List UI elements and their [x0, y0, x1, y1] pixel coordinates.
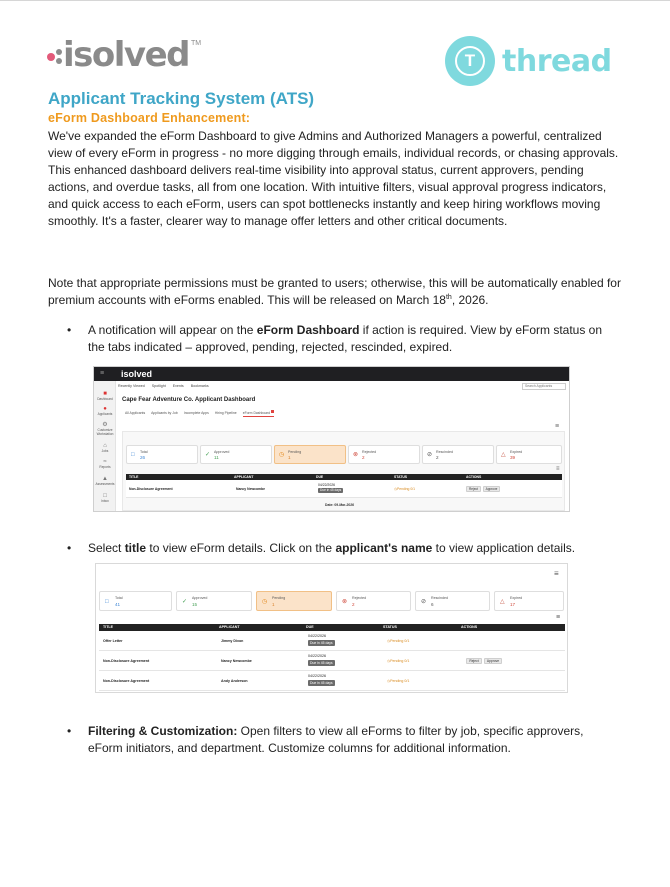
dashboard-screenshot-2 [95, 563, 568, 693]
tab-hiring-pipeline[interactable]: Hiring Pipeline [214, 411, 237, 415]
table-header: TITLE APPLICANT DUE STATUS ACTIONS [99, 624, 565, 631]
warning-icon: △ [501, 452, 506, 458]
inbox-icon: □ [103, 493, 107, 499]
card-rescinded[interactable]: ⊘ Rescinded 6 [415, 591, 490, 611]
table-menu-icon[interactable]: ≡ [556, 466, 560, 472]
reports-icon: ≈ [103, 459, 107, 465]
card-pending[interactable]: ◷ Pending 1 [256, 591, 332, 611]
table-row [126, 480, 562, 498]
card-total[interactable]: □ Total 26 [126, 445, 198, 464]
reject-button[interactable]: Reject [466, 486, 481, 492]
row-applicant-link[interactable]: Jimmy Dixon [221, 639, 244, 643]
row-date: 04/22/2026 [308, 674, 326, 678]
tab-all-applicants[interactable]: All Applicants [125, 411, 146, 415]
ban-icon: ⊘ [421, 599, 427, 605]
bullet-notification: • A notification will appear on the eForm Dashboard if action is required. View by eForm status on the tabs indicated – approved, pending, rejected, rescinded, expired. [68, 322, 620, 356]
nav-spotlight[interactable]: Spotlight [151, 384, 166, 388]
applicants-icon: ● [103, 406, 107, 412]
isolved-logo [47, 35, 202, 75]
row-applicant-link[interactable]: Nancy Newcombe [236, 487, 266, 491]
due-badge: Due in 45 days [310, 661, 333, 665]
section-subtitle: eForm Dashboard Enhancement: [48, 111, 251, 125]
warning-icon: △ [500, 599, 505, 605]
nav-recently-viewed[interactable]: Recently Viewed [118, 384, 145, 388]
table-row [99, 631, 565, 651]
app-logo: isolved [121, 369, 153, 379]
check-circle-icon: ✓ [182, 599, 188, 605]
sidebar-item-inbox[interactable]: □ Inbox [94, 493, 116, 503]
tab-applicants-by-job[interactable]: Applicants by Job [151, 411, 178, 415]
dashboard-tabs [125, 410, 274, 417]
eform-summary-area [122, 431, 565, 511]
row-title-link[interactable]: Non-Disclosure Agreement [103, 679, 150, 683]
check-circle-icon: ✓ [205, 452, 211, 458]
status-pending: ◷ Pending 0/1 [387, 659, 410, 663]
top-divider [0, 0, 670, 1]
sidebar [94, 381, 116, 512]
intro-paragraph: We've expanded the eForm Dashboard to give Admins and Authorized Managers a powerful, centralized view of every eForm in progress - no more digging through emails, individual records, or chasing approvals. This enhanced dashboard delivers real-time visibility into approval status, current approvers, pending actions, and overdue tasks, all from one location. With intuitive filters, visual approval progress indicators, and quick access to each eForm, users can spot bottlenecks instantly and keep hiring workflows moving smoothly. It's a faster, clearer way to manage offer letters and other critical documents. [48, 129, 619, 229]
isolved-dots-icon [47, 40, 63, 70]
card-approved[interactable]: ✓ Approved 11 [200, 445, 272, 464]
thread-letter: T [455, 46, 485, 76]
tab-eform-dashboard[interactable]: eForm Dashboard [243, 410, 274, 417]
dashboard-icon: ■ [103, 391, 107, 397]
row-title-link[interactable]: Non-Disclosure Agreement [103, 659, 150, 663]
approve-button[interactable]: Approve [484, 658, 502, 664]
clock-icon: ◷ [262, 599, 268, 605]
thread-logo [445, 35, 612, 87]
x-circle-icon: ⊗ [342, 599, 348, 605]
table-row [99, 651, 565, 671]
menu-icon[interactable]: ≡ [100, 370, 105, 377]
isolved-trademark: TM [190, 40, 202, 47]
assessments-icon: ▲ [102, 476, 108, 482]
nav-events[interactable]: Events [172, 384, 184, 388]
card-rejected[interactable]: ⊗ Rejected 2 [336, 591, 411, 611]
customize-icon: ⚙ [102, 422, 108, 428]
sidebar-item-assessments[interactable]: ▲ Assessments [95, 476, 115, 486]
sidebar-item-customize[interactable]: ⚙ Customize Workstation [94, 422, 116, 436]
ban-icon: ⊘ [427, 452, 433, 458]
search-input[interactable]: Search Applicants [522, 383, 566, 390]
app-topbar [94, 367, 570, 381]
row-date: 04/22/2026 [308, 634, 326, 638]
approve-button[interactable]: Approve [483, 486, 500, 492]
bullet-filtering: • Filtering & Customization: Open filters to view all eForms to filter by job, specific approvers, eForm initiators, and department. Customize columns for additional information. [68, 723, 620, 757]
sidebar-item-jobs[interactable]: ⌂ Jobs [94, 443, 116, 453]
row-title-link[interactable]: Non-Disclosure Agreement [129, 487, 173, 491]
nav-bookmarks[interactable]: Bookmarks [190, 384, 209, 388]
row-applicant-link[interactable]: Nancy Newcombe [221, 659, 252, 663]
dashboard-title: Cape Fear Adventure Co. Applicant Dashboard [122, 397, 256, 403]
row-applicant-link[interactable]: Andy Anderson [221, 679, 248, 683]
columns-menu-icon[interactable]: ≡ [555, 423, 560, 430]
tab-incomplete-apps[interactable]: Incomplete Apps [183, 411, 209, 415]
top-nav [118, 382, 570, 391]
card-approved[interactable]: ✓ Approved 15 [176, 591, 252, 611]
card-expired[interactable]: △ Expired 17 [494, 591, 564, 611]
table-header: TITLE APPLICANT DUE STATUS ACTIONS [126, 474, 562, 480]
jobs-icon: ⌂ [103, 443, 107, 449]
bullet-select-title: • Select title to view eForm details. Click on the applicant's name to view application details. [68, 540, 620, 557]
page-title: Applicant Tracking System (ATS) [48, 89, 315, 108]
row-date: 04/22/2026 [318, 483, 335, 487]
thread-circle-icon [445, 36, 495, 86]
card-rescinded[interactable]: ⊘ Rescinded 2 [422, 445, 494, 464]
sidebar-item-dashboard[interactable]: ■ Dashboard [94, 391, 116, 401]
document-icon: □ [105, 599, 109, 605]
clock-icon: ◷ [279, 452, 285, 458]
reject-button[interactable]: Reject [466, 658, 482, 664]
table-row [99, 671, 565, 691]
document-icon: □ [131, 452, 135, 458]
x-circle-icon: ⊗ [353, 452, 359, 458]
dashboard-footer-date: Date: 09-Mar-2026 [325, 503, 355, 507]
due-badge: Due in 45 days [310, 681, 333, 685]
card-expired[interactable]: △ Expired 39 [496, 445, 562, 464]
dashboard-screenshot-1 [93, 366, 570, 512]
card-pending[interactable]: ◷ Pending 1 [274, 445, 346, 464]
sidebar-item-applicants[interactable]: ● Applicants [94, 406, 116, 416]
columns-menu-icon[interactable]: ≡ [554, 569, 559, 578]
release-note-paragraph: Note that appropriate permissions must be granted to users; otherwise, this will be automatically enabled for premium accounts with eForms enabled. This will be released on March 18th, 2026. [48, 276, 621, 308]
sidebar-item-reports[interactable]: ≈ Reports [94, 459, 116, 469]
thread-wordmark: thread [502, 43, 612, 79]
due-badge: Due in 45 days [320, 488, 342, 492]
status-pending: ◷ Pending 0/1 [394, 487, 416, 491]
status-pending: ◷ Pending 0/1 [387, 679, 410, 683]
row-title-link[interactable]: Offer Letter [103, 639, 123, 643]
card-rejected[interactable]: ⊗ Rejected 2 [348, 445, 420, 464]
card-total[interactable]: □ Total 41 [99, 591, 172, 611]
row-date: 04/22/2026 [308, 654, 326, 658]
due-badge: Due in 45 days [310, 641, 333, 645]
notification-badge-icon [271, 410, 274, 413]
table-menu-icon[interactable]: ≡ [556, 614, 561, 621]
isolved-wordmark: isolved [63, 35, 189, 75]
status-pending: ◷ Pending 0/1 [387, 639, 410, 643]
